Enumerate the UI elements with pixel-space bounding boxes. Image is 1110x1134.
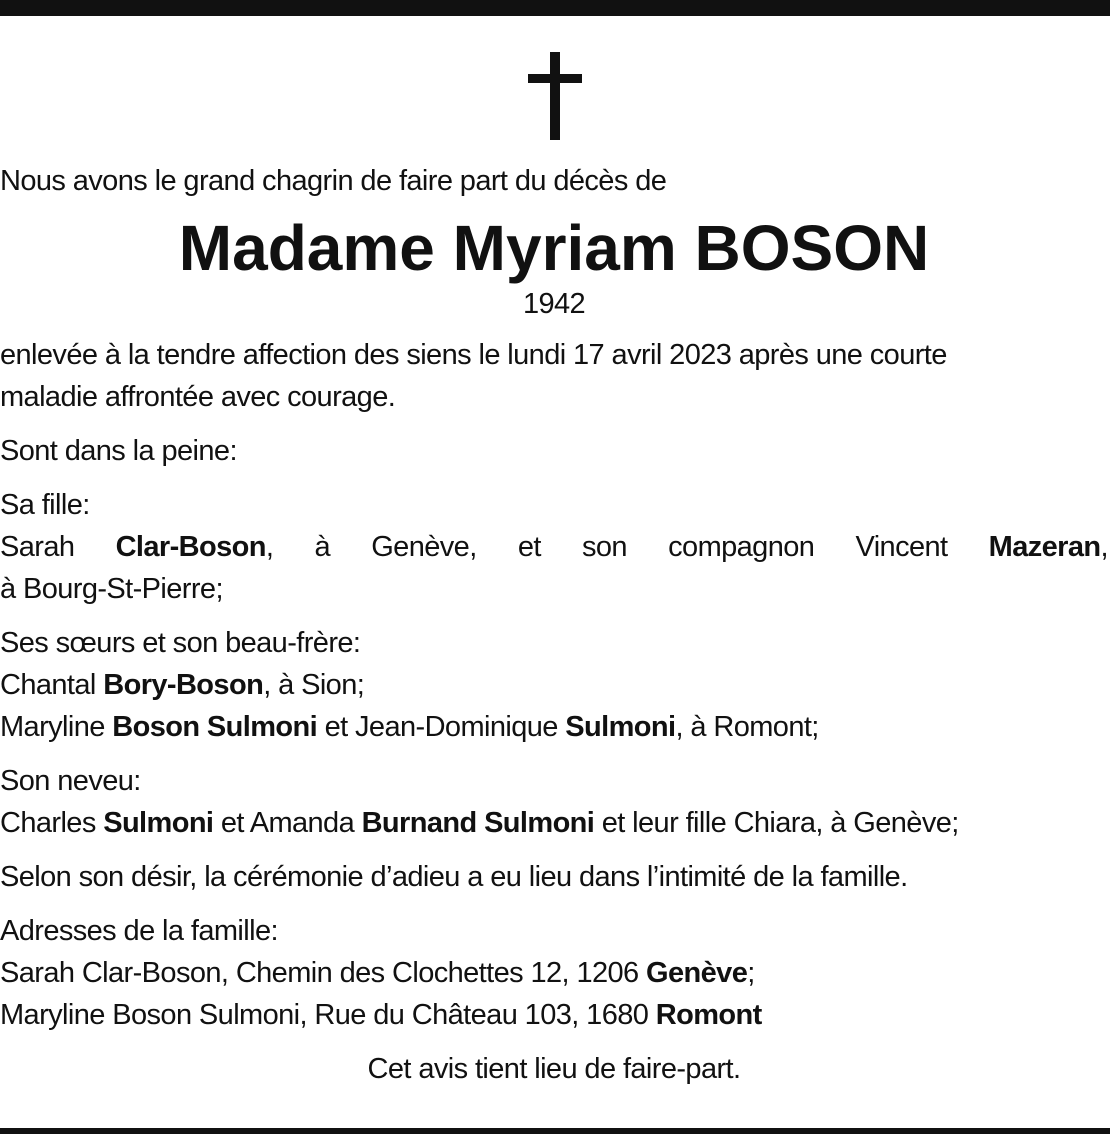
sister1-first: Chantal [0, 669, 96, 701]
daughter-line [0, 526, 1108, 568]
cross-icon [528, 52, 582, 140]
partner-surname: Mazeran [988, 531, 1101, 563]
brother-in-law-surname: Sulmoni [565, 711, 676, 743]
ceremony-text: Selon son désir, la cérémonie d’adieu a eu lieu dans l’intimité de la famille. [0, 861, 908, 893]
daughter-first-name: Sarah [0, 531, 75, 563]
deceased-name: Madame Myriam BOSON [178, 212, 930, 284]
sister2-first: Maryline [0, 711, 105, 743]
sister2-line [0, 706, 1108, 748]
nephew-mid: et Amanda [220, 807, 355, 839]
intro-text: Nous avons le grand chagrin de faire part du décès de [0, 165, 667, 197]
daughter-text-end: , [1100, 531, 1108, 563]
daughter-heading: Sa fille: [0, 489, 90, 521]
nephew-first: Charles [0, 807, 96, 839]
daughter-line-2: à Bourg-St-Pierre; [0, 573, 223, 605]
address2-city: Romont [655, 999, 762, 1031]
birth-year: 1942 [522, 288, 586, 320]
address-1 [0, 952, 1108, 994]
nephew-partner-surname: Burnand Sulmoni [361, 807, 595, 839]
address2-text: Maryline Boson Sulmoni, Rue du Château 103, 1680 [0, 999, 649, 1031]
address1-text: Sarah Clar-Boson, Chemin des Clochettes 12, 1206 [0, 957, 639, 989]
nephew-heading: Son neveu: [0, 765, 141, 797]
mourners-heading: Sont dans la peine: [0, 435, 237, 467]
sister2-end: , à Romont; [675, 711, 819, 743]
addresses-heading: Adresses de la famille: [0, 915, 278, 947]
address1-city: Genève [646, 957, 748, 989]
address1-end: ; [747, 957, 755, 989]
top-border [0, 0, 1110, 16]
obituary-body [0, 160, 1108, 1090]
announcement-line-1: enlevée à la tendre affection des siens le lundi 17 avril 2023 après une courte [0, 339, 947, 371]
nephew-surname: Sulmoni [103, 807, 214, 839]
sister1-end: , à Sion; [263, 669, 365, 701]
sister1-line [0, 664, 1108, 706]
daughter-text-mid: , à Genève, et son compagnon Vincent [265, 531, 948, 563]
sister2-mid: et Jean-Dominique [324, 711, 558, 743]
daughter-surname: Clar-Boson [115, 531, 266, 563]
bottom-border [0, 1128, 1110, 1134]
nephew-end: et leur fille Chiara, à Genève; [601, 807, 959, 839]
sister2-surname: Boson Sulmoni [112, 711, 318, 743]
address-2 [0, 994, 1108, 1036]
closing-text: Cet avis tient lieu de faire-part. [367, 1053, 741, 1085]
sisters-heading: Ses sœurs et son beau-frère: [0, 627, 361, 659]
sister1-surname: Bory-Boson [103, 669, 264, 701]
announcement-line-2: maladie affrontée avec courage. [0, 381, 396, 413]
nephew-line [0, 802, 1108, 844]
